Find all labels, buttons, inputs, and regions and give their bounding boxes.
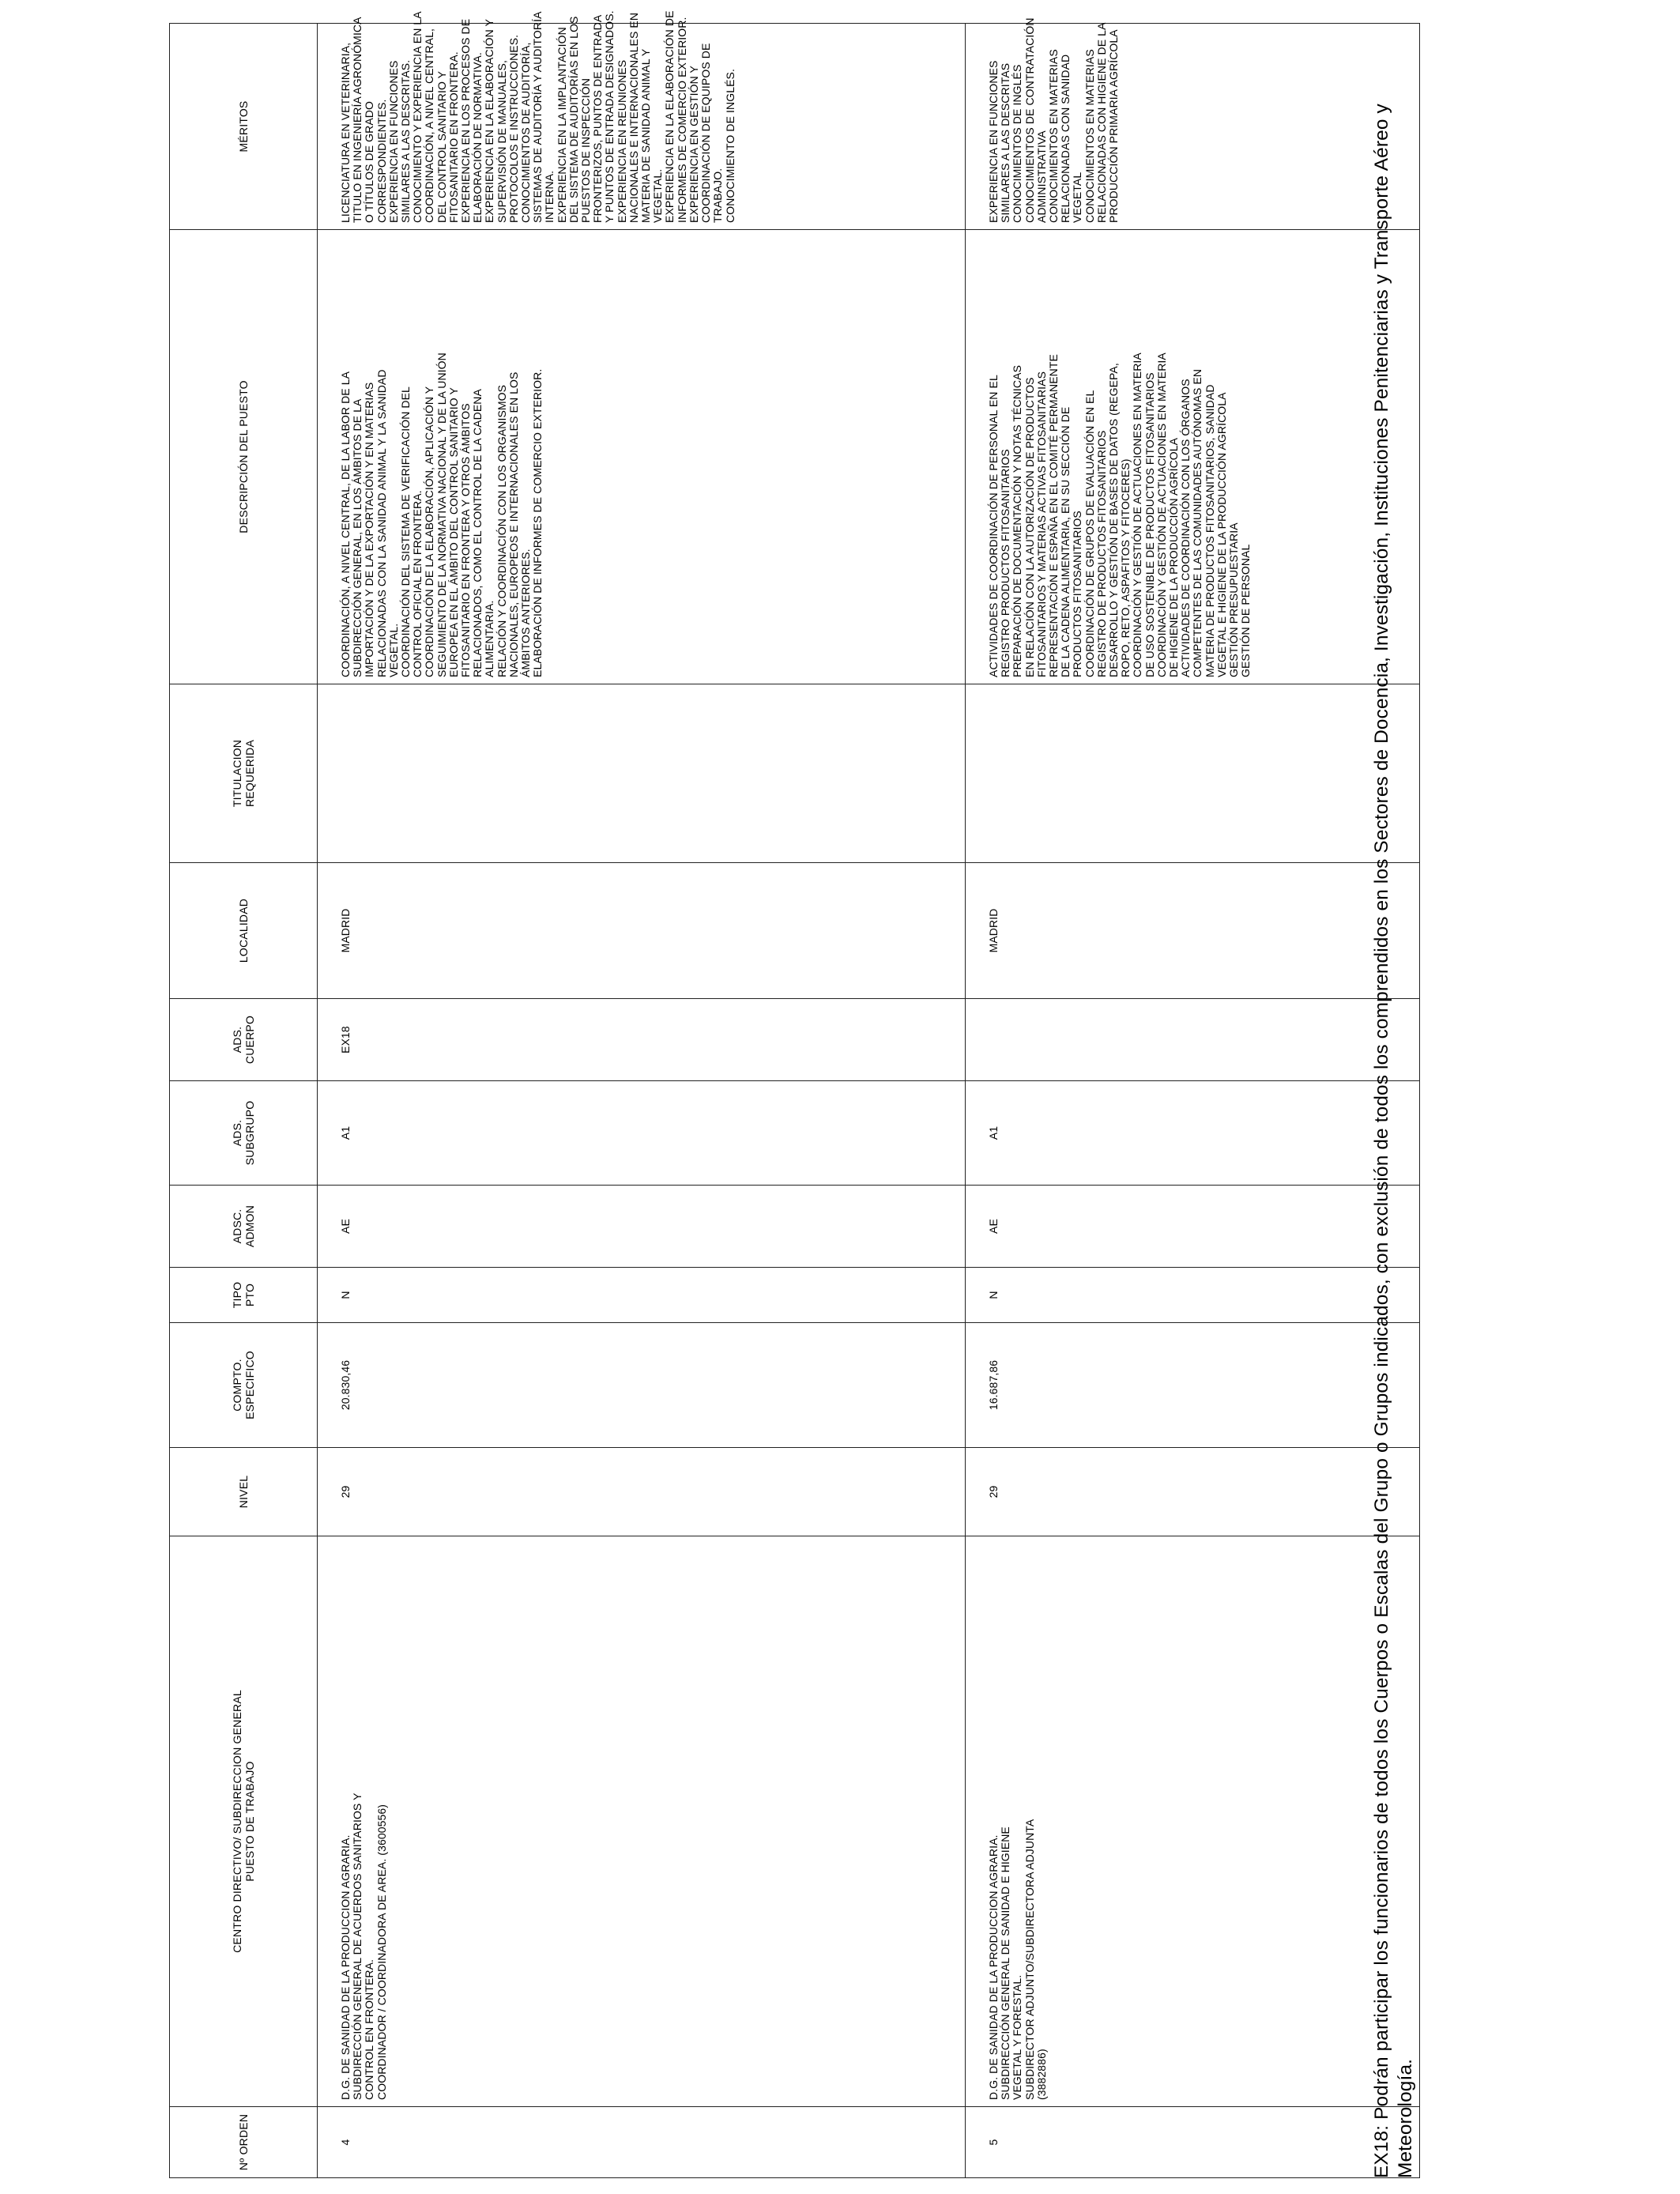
cell-meritos-line: PUESTOS DE INSPECCIÓN bbox=[579, 77, 593, 223]
cell-meritos-line: FITOSANITARIO EN FRONTERA. bbox=[446, 51, 460, 223]
cell-descripcion-line: COMPETENTES DE LAS COMUNIDADES AUTÓNOMAS EN bbox=[1191, 368, 1204, 677]
table-row bbox=[318, 24, 966, 2178]
header-centro: CENTRO DIRECTIVO/ SUBDIRECCION GENERAL PUESTO DE TRABAJO bbox=[170, 1536, 318, 2107]
cell-meritos-line: TITULO EN INGENIERÍA AGRONÓMICA bbox=[351, 17, 364, 223]
cell-descripcion-line: RELACIONADOS, COMO EL CONTROL DE LA CADENA bbox=[471, 389, 484, 677]
cell-compto: 16.687,86 bbox=[966, 1323, 1420, 1448]
cell-descripcion-line: ELABORACIÓN DE INFORMES DE COMERCIO EXTERIOR. bbox=[531, 368, 544, 677]
positions-table bbox=[169, 10, 1420, 2178]
cell-meritos-line: O TÍTULOS DE GRADO bbox=[363, 100, 376, 223]
cell-titulacion bbox=[318, 684, 966, 863]
cell-cuerpo: EX18 bbox=[318, 999, 966, 1081]
cell-centro-line: SUBDIRECCIÓN GENERAL DE SANIDAD E HIGIENE bbox=[999, 1826, 1012, 2100]
cell-descripcion-line: ÁMBITOS ANTERIORES. bbox=[519, 548, 533, 677]
cell-descripcion-line: ALIMENTARIA. bbox=[483, 600, 496, 677]
cell-meritos-line: MATERIA DE SANIDAD ANIMAL Y bbox=[639, 48, 653, 223]
cell-descripcion-line: EUROPEA EN EL ÁMBITO DEL CONTROL SANITARIO Y bbox=[446, 387, 460, 677]
cell-descripcion-line: FITOSANITARIO EN FRONTERA Y OTROS ÁMBITOS bbox=[459, 403, 473, 677]
cell-descripcion-line: DESARROLLO Y GESTIÓN DE BASES DE DATOS (REGEPA, bbox=[1107, 363, 1121, 677]
cell-centro-line: VEGETAL Y FORESTAL. bbox=[1011, 1974, 1024, 2100]
cell-descripcion-line: GESTIÓN PRESUPUESTARIA bbox=[1227, 522, 1241, 677]
cell-adsc: AE bbox=[318, 1186, 966, 1268]
table-row bbox=[966, 24, 1420, 2178]
cell-descripcion-line: SUBDIRECCIÓN GENERAL, EN LOS ÁMBITOS DE LA bbox=[351, 398, 364, 677]
header-orden: Nº ORDEN bbox=[170, 2107, 318, 2178]
cell-descripcion-line: NACIONALES, EUROPEOS E INTERNACIONALES EN LOS bbox=[507, 371, 520, 677]
cell-meritos-line: COORDINACIÓN DE EQUIPOS DE bbox=[699, 43, 713, 223]
cell-meritos-line: EXPERIENCIA EN FUNCIONES bbox=[987, 60, 1000, 223]
cell-nivel: 29 bbox=[318, 1448, 966, 1536]
cell-centro-line: COORDINADOR / COORDINADORA DE AREA. (3600556) bbox=[375, 1804, 388, 2100]
header-titulacion: TITULACION REQUERIDA bbox=[170, 684, 318, 863]
header-row bbox=[170, 24, 318, 2178]
cell-meritos-line: EXPERIENCIA EN REUNIONES bbox=[615, 59, 628, 223]
cell-meritos-line: INFORMES DE COMERCIO EXTERIOR. bbox=[675, 17, 688, 223]
cell-descripcion-line: IMPORTACIÓN Y DE LA EXPORTACIÓN Y EN MATERIAS bbox=[363, 382, 376, 677]
cell-meritos-line: LICENCIATURA EN VETERINARIA, bbox=[339, 42, 352, 223]
cell-meritos-line: ADMINISTRATIVA bbox=[1034, 130, 1048, 223]
cell-localidad: MADRID bbox=[318, 863, 966, 999]
header-nivel: NIVEL bbox=[170, 1448, 318, 1536]
cell-localidad: MADRID bbox=[966, 863, 1420, 999]
cell-centro-line: D.G. DE SANIDAD DE LA PRODUCCION AGRARIA. bbox=[339, 1834, 352, 2100]
cell-meritos-line: VEGETAL. bbox=[651, 168, 665, 223]
cell-titulacion bbox=[966, 684, 1420, 863]
cell-centro-line: CONTROL EN FRONTERA. bbox=[363, 1958, 376, 2100]
cell-descripcion-line: PREPARACIÓN DE DOCUMENTACIÓN Y NOTAS TÉCNICAS bbox=[1011, 364, 1024, 677]
cell-descripcion-line: COORDINACIÓN DEL SISTEMA DE VERIFICACIÓN DEL bbox=[399, 386, 412, 677]
header-meritos: MÉRITOS bbox=[170, 24, 318, 230]
cell-tipo: N bbox=[318, 1268, 966, 1323]
cell-orden: 4 bbox=[318, 2107, 966, 2178]
header-localidad: LOCALIDAD bbox=[170, 863, 318, 999]
cell-meritos-line: PRODUCCIÓN PRIMARIA AGRÍCOLA bbox=[1107, 29, 1121, 223]
cell-descripcion-line: EN RELACIÓN CON LA AUTORIZACIÓN DE PRODUCTOS bbox=[1023, 377, 1036, 677]
cell-centro-line: SUBDIRECTOR ADJUNTO/SUBDIRECTORA ADJUNTA bbox=[1023, 1819, 1036, 2100]
cell-descripcion-line: DE LA CADENA ALIMENTARIA, EN SU SECCIÓN DE bbox=[1059, 406, 1072, 677]
cell-descripcion-line: DE HIGIENE DE LA PRODUCCIÓN AGRÍCOLA bbox=[1167, 437, 1181, 677]
cell-meritos-line: Y PUNTOS DE ENTRADA DESIGNADOS. bbox=[603, 10, 616, 223]
cell-descripcion-line: CONTROL OFICIAL EN FRONTERA. bbox=[411, 490, 424, 677]
cell-cuerpo bbox=[966, 999, 1420, 1081]
cell-meritos-line: INTERNA. bbox=[543, 170, 556, 223]
header-adsc: ADSC. ADMON bbox=[170, 1186, 318, 1268]
cell-descripcion-line: COORDINACIÓN DE GRUPOS DE EVALUACIÓN EN EL bbox=[1083, 390, 1096, 677]
cell-descripcion-line: COORDINACIÓN, A NIVEL CENTRAL, DE LA LABOR DE LA bbox=[339, 371, 352, 677]
cell-descripcion-line: DE USO SOSTENIBLE DE PRODUCTOS FITOSANITARIOS bbox=[1143, 372, 1156, 677]
cell-meritos-line: SIMILARES A LAS DESCRITAS. bbox=[399, 59, 412, 223]
cell-meritos-line: EXPERIENCIA EN GESTIÓN Y bbox=[687, 66, 700, 223]
cell-descripcion-line: RELACIÓN Y COORDINACIÓN CON LOS ORGANISMOS bbox=[495, 384, 508, 677]
cell-descripcion-line: PRODUCTOS FITOSANITARIOS bbox=[1071, 511, 1084, 677]
cell-meritos-line: RELACIONADAS CON SANIDAD bbox=[1059, 54, 1072, 223]
cell-meritos-line: EXPERIENCIA EN LOS PROCESOS DE bbox=[459, 18, 473, 223]
cell-orden: 5 bbox=[966, 2107, 1420, 2178]
cell-descripcion-line: COORDINACIÓN Y GESTIÓN DE ACTUACIONES EN MATERIA bbox=[1155, 352, 1168, 677]
cell-centro bbox=[966, 1536, 1420, 2107]
cell-descripcion-line: COORDINACIÓN DE LA ELABORACIÓN, APLICACIÓN Y bbox=[423, 386, 436, 677]
cell-adsc: AE bbox=[966, 1186, 1420, 1268]
cell-descripcion-line: REPRESENTACIÓN E ESPAÑA EN EL COMITÉ PERMANENTE bbox=[1047, 354, 1060, 677]
cell-meritos-line: COORDINACIÓN, A NIVEL CENTRAL, bbox=[423, 28, 436, 223]
cell-meritos-line: CONOCIMIENTOS DE AUDITORÍA, bbox=[519, 42, 533, 223]
cell-centro-line: (3882886) bbox=[1034, 2049, 1048, 2100]
footnote-ex18: EX18: Podrán participar los funcionarios de todos los Cuerpos o Escalas del Grupo o Grupos indicados, con exclusión de todos los comprendidos en los Sectores de Docencia, Investigación, Instituciones Penitenciarias y Transporte Aéreo y Meteorología. bbox=[1371, 104, 1416, 2178]
header-subgrupo: ADS. SUBGRUPO bbox=[170, 1081, 318, 1186]
cell-meritos-line: TRABAJO. bbox=[711, 168, 725, 223]
cell-descripcion-line: ACTIVIDADES DE COORDINACIÓN DE PERSONAL EN EL bbox=[987, 375, 1000, 677]
cell-meritos-line: FRONTERIZOS, PUNTOS DE ENTRADA bbox=[591, 14, 605, 223]
cell-meritos-line: ELABORACIÓN DE NORMATIVA. bbox=[471, 52, 484, 223]
cell-meritos-line: PROTOCOLOS E INSTRUCCIONES. bbox=[507, 34, 520, 223]
cell-meritos-line: EXPERIENCIA EN LA ELABORACIÓN DE bbox=[663, 10, 676, 223]
cell-meritos-line: CONOCIMIENTOS EN MATERIAS bbox=[1083, 49, 1096, 223]
cell-meritos-line: CONOCIMIENTO DE INGLÉS. bbox=[723, 69, 736, 223]
cell-meritos-line: CONOCIMIENTOS DE CONTRATACIÓN bbox=[1023, 17, 1036, 223]
cell-centro-line: D.G. DE SANIDAD DE LA PRODUCCION AGRARIA. bbox=[987, 1834, 1000, 2100]
cell-descripcion-line: REGISTRO DE PRODUCTOS FITOSANITARIOS bbox=[1094, 430, 1108, 677]
table-body bbox=[318, 10, 1420, 2178]
cell-subgrupo: A1 bbox=[966, 1081, 1420, 1186]
cell-meritos bbox=[318, 10, 966, 230]
cell-meritos-line: VEGETAL bbox=[1071, 172, 1084, 223]
cell-meritos-line: SISTEMAS DE AUDITORÍA Y AUDITORÍA bbox=[531, 11, 544, 223]
cell-subgrupo: A1 bbox=[318, 1081, 966, 1186]
cell-descripcion bbox=[318, 230, 966, 684]
cell-descripcion-line: VEGETAL E HIGIENE DE LA PRODUCCIÓN AGRÍCOLA bbox=[1215, 392, 1228, 677]
cell-meritos-line: CONOCIMIENTO Y EXPERIENCIA EN LA bbox=[411, 11, 424, 223]
header-cuerpo: ADS. CUERPO bbox=[170, 999, 318, 1081]
cell-centro bbox=[318, 1536, 966, 2107]
cell-descripcion bbox=[966, 230, 1420, 684]
cell-meritos-line: EXPERIENCIA EN LA IMPLANTACIÓN bbox=[555, 27, 568, 223]
header-tipo: TIPO PTO bbox=[170, 1268, 318, 1323]
cell-nivel: 29 bbox=[966, 1448, 1420, 1536]
cell-compto: 20.830,46 bbox=[318, 1323, 966, 1448]
cell-meritos-line: SUPERVISIÓN DE MANUALES, bbox=[495, 60, 508, 223]
cell-descripcion-line: SEGUIMIENTO DE LA NORMATIVA NACIONAL Y DE LA UNIÓN bbox=[435, 352, 448, 677]
cell-descripcion-line: ACTIVIDADES DE COORDINACIÓN CON LOS ÓRGANOS bbox=[1179, 379, 1192, 677]
cell-descripcion-line: MATERIA DE PRODUCTOS FITOSANITARIOS, SANIDAD bbox=[1203, 384, 1216, 677]
cell-descripcion-line: GESTIÓN DE PERSONAL bbox=[1239, 544, 1252, 677]
cell-meritos-line: RELACIONADAS CON HIGIENE DE LA bbox=[1094, 22, 1108, 223]
cell-meritos bbox=[966, 17, 1420, 230]
cell-descripcion-line: REGISTRO PRODUCTOS FITOSANITARIOS bbox=[999, 449, 1012, 677]
cell-descripcion-line: COORDINACIÓN Y GESTIÓN DE ACTUACIONES EN MATERIA bbox=[1131, 352, 1144, 677]
cell-descripcion-line: VEGETAL. bbox=[386, 623, 400, 677]
cell-meritos-line: DEL SISTEMA DE AUDITORÍAS EN LOS bbox=[567, 16, 580, 223]
cell-meritos-line: EXPERIENCIA EN FUNCIONES bbox=[386, 60, 400, 223]
cell-meritos-line: CONOCIMIENTOS EN MATERIAS bbox=[1047, 49, 1060, 223]
cell-descripcion-line: FITOSANITARIOS Y MATERIAS ACTIVAS FITOSANITARIAS bbox=[1034, 371, 1048, 677]
cell-descripcion-line: ROPO, RETO, ASPAFITOS Y FITOCERES) bbox=[1119, 458, 1132, 677]
cell-meritos-line: NACIONALES E INTERNACIONALES EN bbox=[627, 12, 640, 223]
cell-meritos-line: SIMILARES A LAS DESCRITAS bbox=[999, 62, 1012, 223]
cell-meritos-line: CORRESPONDIENTES. bbox=[375, 99, 388, 223]
header-descripcion: DESCRIPCIÓN DEL PUESTO bbox=[170, 230, 318, 684]
cell-tipo: N bbox=[966, 1268, 1420, 1323]
header-compto: COMPTO. ESPECIFICO bbox=[170, 1323, 318, 1448]
cell-centro-line: SUBDIRECCIÓN GENERAL DE ACUERDOS SANITARIOS Y bbox=[351, 1793, 364, 2100]
cell-meritos-line: EXPERIENCIA EN LA ELABORACIÓN Y bbox=[483, 18, 496, 223]
cell-meritos-line: CONOCIMIENTOS DE INGLÉS bbox=[1011, 64, 1024, 223]
cell-descripcion-line: RELACIONADAS CON LA SANIDAD ANIMAL Y LA SANIDAD bbox=[375, 369, 388, 677]
cell-meritos-line: DEL CONTROL SANITARIO Y bbox=[435, 70, 448, 223]
